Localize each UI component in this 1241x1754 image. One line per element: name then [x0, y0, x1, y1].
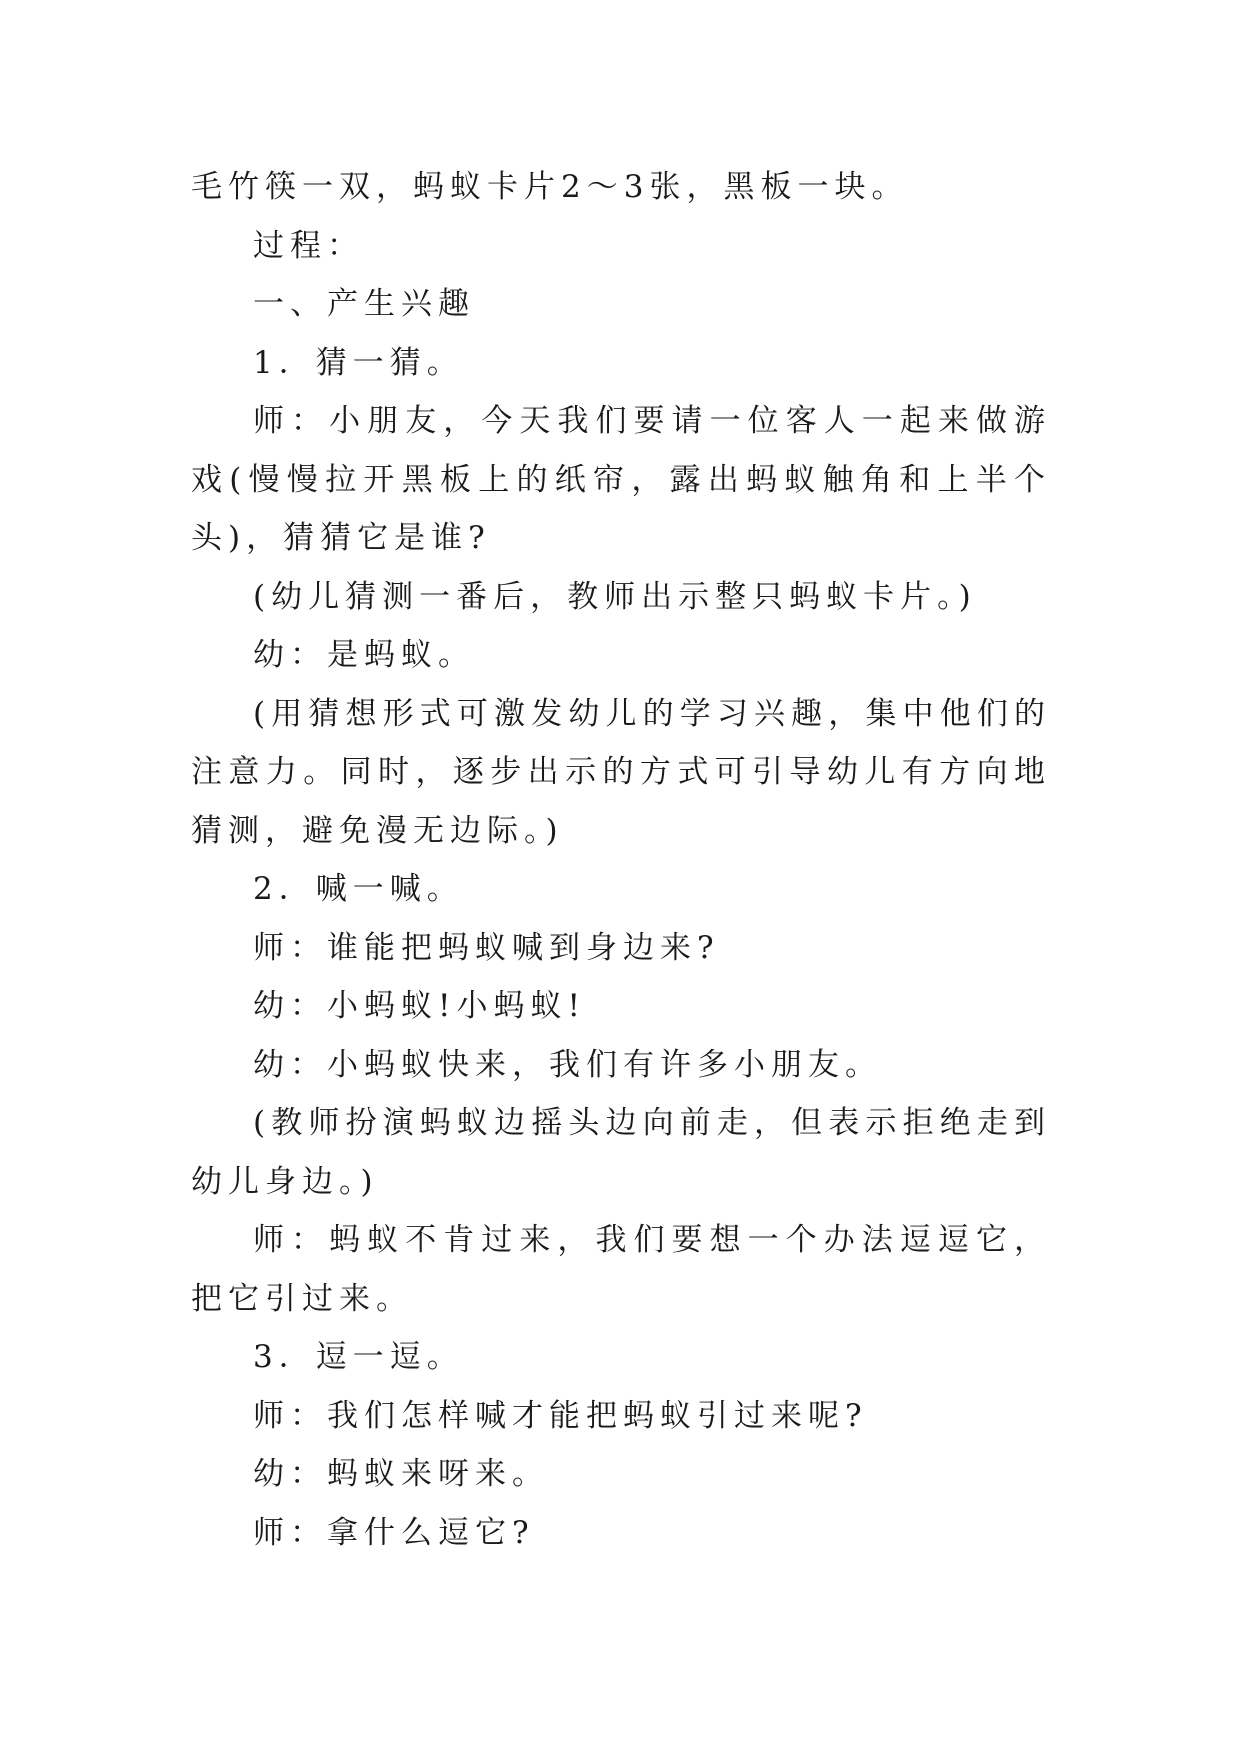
step-heading: 1．猜一猜。 — [253, 344, 464, 381]
document-body — [191, 158, 1051, 1562]
paragraph: 幼：小蚂蚁!小蚂蚁! — [253, 988, 586, 1024]
paragraph: (幼儿猜测一番后，教师出示整只蚂蚁卡片。) — [253, 578, 977, 615]
paragraph: 师：小朋友，今天我们要请一位客人一起来做游戏(慢慢拉开黑板上的纸帘，露出蚂蚁触角和上半个头)，猜猜它是谁? — [191, 403, 1051, 556]
paragraph: (用猜想形式可激发幼儿的学习兴趣，集中他们的注意力。同时，逐步出示的方式可引导幼儿有方向地猜测，避免漫无边际。) — [191, 695, 1051, 849]
paragraph: 幼：是蚂蚁。 — [253, 637, 475, 673]
paragraph: 师：蚂蚁不肯过来，我们要想一个办法逗逗它，把它引过来。 — [191, 1222, 1051, 1317]
paragraph: 幼：蚂蚁来呀来。 — [253, 1456, 549, 1492]
step-heading: 3．逗一逗。 — [253, 1339, 464, 1375]
paragraph: 毛竹筷一双，蚂蚁卡片2～3张，黑板一块。 — [191, 169, 909, 205]
paragraph: (教师扮演蚂蚁边摇头边向前走，但表示拒绝走到幼儿身边。) — [191, 1105, 1051, 1200]
section-heading: 一、产生兴趣 — [253, 286, 475, 322]
paragraph: 幼：小蚂蚁快来，我们有许多小朋友。 — [253, 1046, 882, 1083]
step-heading: 2．喊一喊。 — [253, 871, 464, 907]
paragraph: 过程： — [253, 227, 364, 264]
paragraph: 师：拿什么逗它? — [253, 1514, 535, 1551]
paragraph: 师：我们怎样喊才能把蚂蚁引过来呢? — [253, 1397, 868, 1434]
paragraph: 师：谁能把蚂蚁喊到身边来? — [253, 929, 720, 966]
